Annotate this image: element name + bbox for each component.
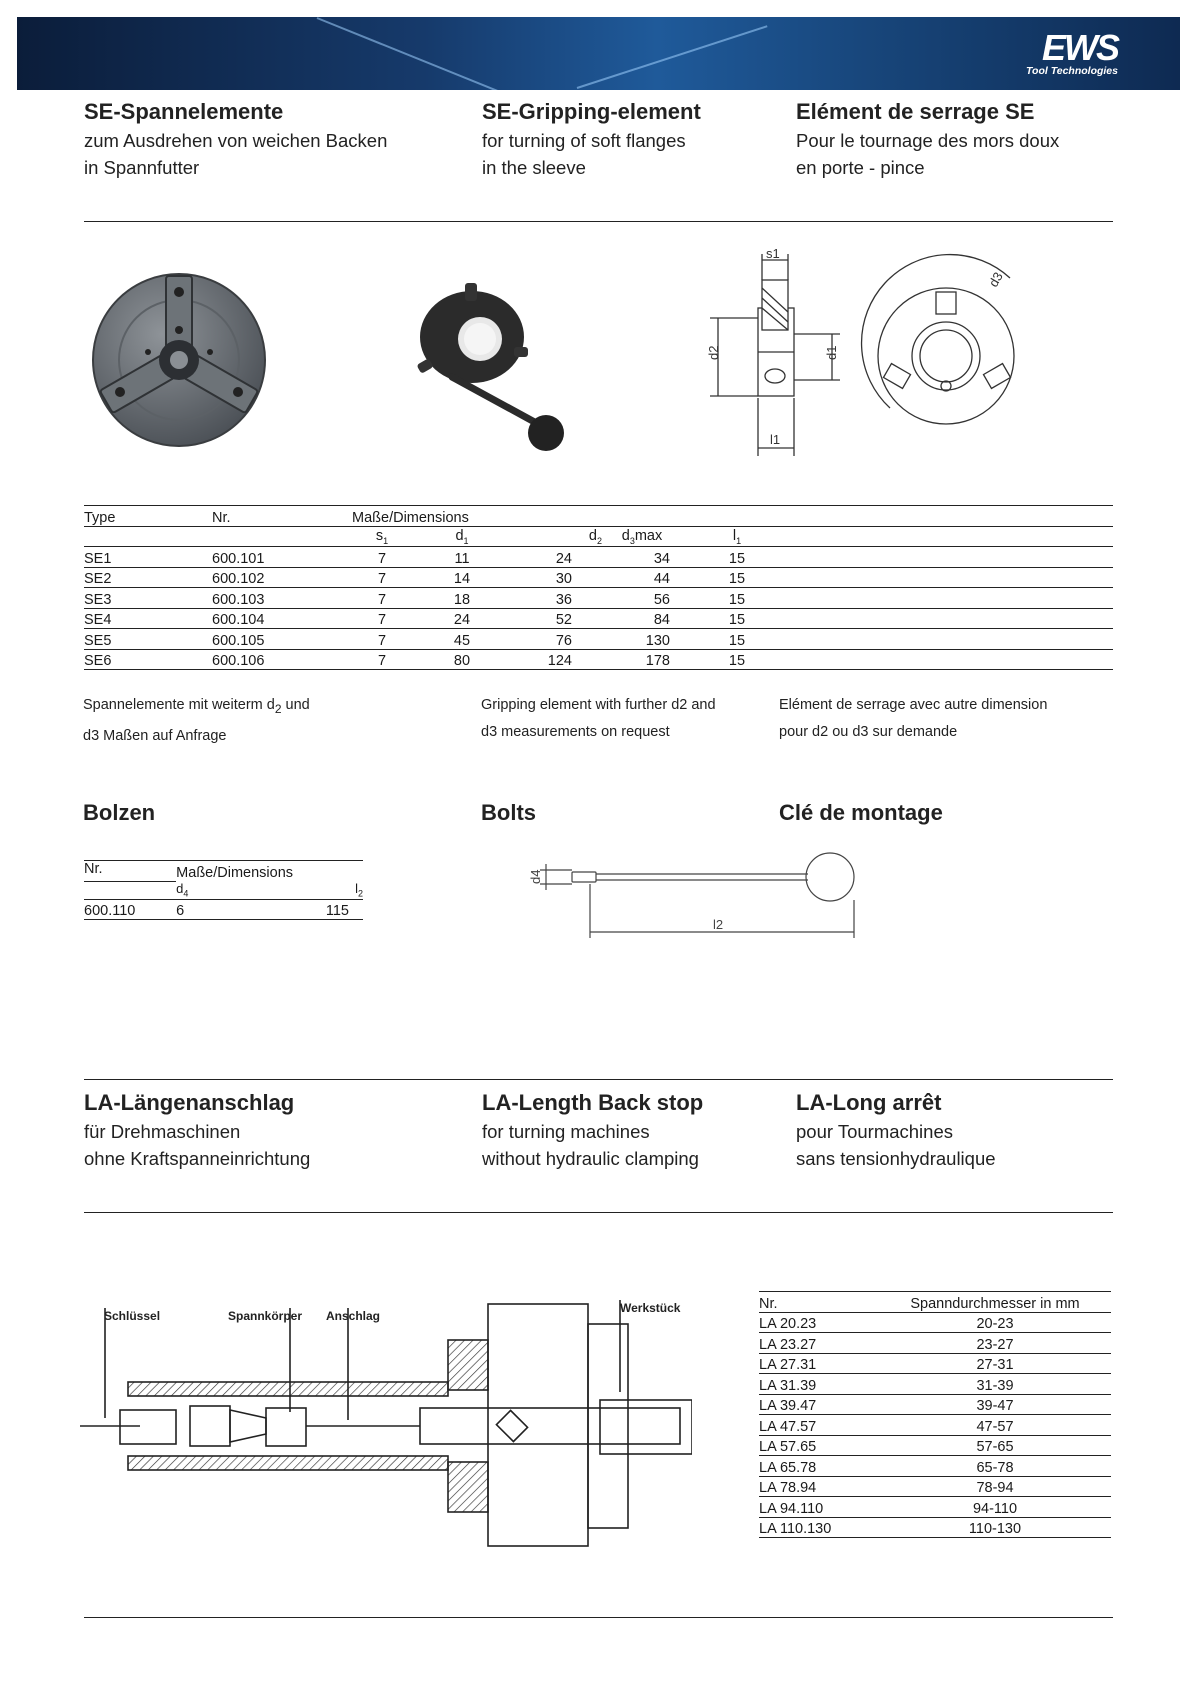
cell-range: 47-57 (879, 1415, 1111, 1436)
cell-s1: 7 (352, 649, 412, 670)
la-de-title: LA-Längenanschlag (84, 1090, 295, 1115)
footer-divider (84, 1617, 1113, 1618)
gripping-element-drawing (700, 248, 1050, 464)
cell-nr: 600.102 (212, 567, 352, 588)
bolts-table (84, 860, 363, 920)
table-row (84, 608, 1113, 629)
table-row (759, 1517, 1111, 1538)
dim-d3-label: d3 (985, 269, 1006, 290)
se-fr-line1: Pour le tournage des mors doux (796, 130, 1060, 151)
cell-d2: 76 (512, 629, 602, 650)
cell-d4: 6 (176, 899, 259, 920)
divider (84, 221, 1113, 222)
logo-tagline: Tool Technologies (1026, 65, 1118, 77)
table-row (759, 1456, 1111, 1477)
cell-type: SE4 (84, 608, 212, 629)
cell-s1: 7 (352, 608, 412, 629)
se-note-fr: Elément de serrage avec autre dimension pour d2 ou d3 sur demande (779, 697, 1048, 740)
banner-streak (577, 25, 768, 89)
cell-s1: 7 (352, 629, 412, 650)
cell-d3: 34 (602, 547, 682, 568)
header-banner (17, 17, 1180, 90)
header-type: Type (84, 506, 212, 527)
cell-d2: 36 (512, 588, 602, 609)
se-en-title: SE-Gripping-element (482, 99, 701, 124)
table-row (84, 649, 1113, 670)
divider (84, 1212, 1113, 1213)
cell-d2: 24 (512, 547, 602, 568)
cell-d2: 52 (512, 608, 602, 629)
se-note-de: Spannelemente mit weiterm $d_2$ und d3 Maßen auf Anfrage (83, 697, 310, 744)
la-fr-title: LA-Long arrêt (796, 1090, 942, 1115)
table-row (84, 567, 1113, 588)
header-d3max: $d_3\max$ (602, 526, 682, 547)
se-de-line2: in Spannfutter (84, 157, 200, 178)
cell-nr: LA 39.47 (759, 1394, 879, 1415)
label-werkstueck: Werkstück (620, 1301, 681, 1315)
cell-d1: 18 (412, 588, 512, 609)
cell-l1: 15 (682, 629, 792, 650)
cell-d3: 56 (602, 588, 682, 609)
se-en-block (482, 99, 701, 181)
cell-nr: 600.103 (212, 588, 352, 609)
table-header-row (759, 1292, 1111, 1313)
cell-d2: 30 (512, 567, 602, 588)
cell-nr: 600.105 (212, 629, 352, 650)
label-schluessel: Schlüssel (104, 1309, 161, 1323)
cell-nr: LA 78.94 (759, 1476, 879, 1497)
se-de-block (84, 99, 387, 181)
dim-l1-label: l1 (770, 432, 781, 447)
table-row (84, 629, 1113, 650)
la-de-line2: ohne Kraftspanneinrichtung (84, 1148, 311, 1169)
cell-l1: 15 (682, 588, 792, 609)
la-en-title: LA-Length Back stop (482, 1090, 704, 1115)
cell-range: 39-47 (879, 1394, 1111, 1415)
cell-d1: 11 (412, 547, 512, 568)
cell-nr: LA 110.130 (759, 1517, 879, 1538)
cell-nr: LA 65.78 (759, 1456, 879, 1477)
cell-nr: LA 94.110 (759, 1497, 879, 1518)
table-subheader-row (84, 881, 363, 899)
bolt-drawing (520, 848, 855, 948)
cell-type: SE5 (84, 629, 212, 650)
header-l2: $l_2$ (259, 881, 363, 899)
table-row (759, 1394, 1111, 1415)
cell-range: 57-65 (879, 1435, 1111, 1456)
cell-d3: 130 (602, 629, 682, 650)
header-dims: Maße/Dimensions (176, 861, 363, 882)
cell-nr: 600.106 (212, 649, 352, 670)
dim-d2-label: d2 (706, 345, 721, 360)
cell-type: SE6 (84, 649, 212, 670)
cell-range: 78-94 (879, 1476, 1111, 1497)
table-row (759, 1476, 1111, 1497)
cell-nr: 600.101 (212, 547, 352, 568)
header-dims: Maße/Dimensions (352, 506, 1113, 527)
se-de-line1: zum Ausdrehen von weichen Backen (84, 130, 388, 151)
table-row (759, 1312, 1111, 1333)
se-note-en: Gripping element with further d2 and d3 measurements on request (481, 697, 716, 740)
se-fr-block (796, 99, 1059, 181)
banner-streak (317, 17, 559, 90)
la-de-block (84, 1090, 310, 1172)
cell-s1: 7 (352, 547, 412, 568)
la-de-line1: für Drehmaschinen (84, 1121, 241, 1142)
label-spannkoerper: Spannkörper (228, 1309, 303, 1323)
table-row (759, 1333, 1111, 1354)
cell-range: 65-78 (879, 1456, 1111, 1477)
se-fr-title: Elément de serrage SE (796, 99, 1035, 124)
cell-nr: LA 20.23 (759, 1312, 879, 1333)
cell-d1: 24 (412, 608, 512, 629)
la-fr-line2: sans tensionhydraulique (796, 1148, 996, 1169)
label-anschlag: Anschlag (326, 1309, 381, 1323)
cell-s1: 7 (352, 567, 412, 588)
dim-d1-label: d1 (824, 345, 839, 360)
cell-d3: 84 (602, 608, 682, 629)
cell-l1: 15 (682, 547, 792, 568)
table-row (759, 1415, 1111, 1436)
table-row (84, 899, 363, 920)
gripping-element-photo (410, 277, 570, 457)
cell-range: 31-39 (879, 1374, 1111, 1395)
cell-d1: 45 (412, 629, 512, 650)
se-de-title: SE-Spannelemente (84, 99, 284, 124)
cell-type: SE2 (84, 567, 212, 588)
cell-nr: 600.110 (84, 899, 176, 920)
table-row (84, 588, 1113, 609)
header-nr: Nr. (759, 1292, 879, 1313)
cell-range: 23-27 (879, 1333, 1111, 1354)
table-subheader-row (84, 526, 1113, 547)
cell-l1: 15 (682, 608, 792, 629)
cell-type: SE3 (84, 588, 212, 609)
table-row (759, 1435, 1111, 1456)
bolts-en-title: Bolts (481, 800, 536, 825)
header-d4: $d_4$ (176, 881, 259, 899)
table-header-row (84, 506, 1113, 527)
header-d1: $d_1$ (412, 526, 512, 547)
cell-s1: 7 (352, 588, 412, 609)
cell-nr: LA 31.39 (759, 1374, 879, 1395)
la-table (759, 1291, 1111, 1538)
cell-range: 20-23 (879, 1312, 1111, 1333)
cell-nr: 600.104 (212, 608, 352, 629)
header-s1: $s_1$ (352, 526, 412, 547)
dim-l2-label: l2 (713, 917, 724, 932)
bolts-fr-title: Clé de montage (779, 800, 943, 825)
cell-d1: 80 (412, 649, 512, 670)
cell-d2: 124 (512, 649, 602, 670)
la-fr-line1: pour Tourmachines (796, 1121, 953, 1142)
brand-logo (1026, 27, 1118, 77)
bolts-de-title: Bolzen (83, 800, 156, 825)
cell-nr: LA 23.27 (759, 1333, 879, 1354)
se-en-line1: for turning of soft flanges (482, 130, 686, 151)
cell-nr: LA 27.31 (759, 1353, 879, 1374)
cell-type: SE1 (84, 547, 212, 568)
length-backstop-drawing (80, 1300, 692, 1552)
dim-s1-label: s1 (766, 248, 780, 261)
cell-l1: 15 (682, 649, 792, 670)
la-en-block (482, 1090, 703, 1172)
se-en-line2: in the sleeve (482, 157, 586, 178)
cell-d1: 14 (412, 567, 512, 588)
cell-nr: LA 47.57 (759, 1415, 879, 1436)
la-en-line1: for turning machines (482, 1121, 650, 1142)
cell-l1: 15 (682, 567, 792, 588)
table-header-row (84, 861, 363, 882)
cell-range: 94-110 (879, 1497, 1111, 1518)
header-l1: $l_1$ (682, 526, 792, 547)
la-fr-block (796, 1090, 996, 1172)
table-row (759, 1353, 1111, 1374)
header-d2: $d_2$ (512, 526, 602, 547)
la-en-line2: without hydraulic clamping (482, 1148, 699, 1169)
logo-mark: EWS (1041, 27, 1118, 68)
divider (84, 1079, 1113, 1080)
table-row (759, 1497, 1111, 1518)
table-row (759, 1374, 1111, 1395)
header-nr: Nr. (212, 506, 352, 527)
header-range: Spanndurchmesser in mm (879, 1292, 1111, 1313)
cell-d3: 44 (602, 567, 682, 588)
cell-range: 27-31 (879, 1353, 1111, 1374)
dim-d4-label: d4 (528, 869, 543, 884)
cell-l2: 115 (259, 899, 363, 920)
se-table (84, 505, 1113, 670)
header-nr: Nr. (84, 861, 176, 882)
chuck-photo (88, 268, 270, 460)
se-fr-line2: en porte - pince (796, 157, 925, 178)
cell-nr: LA 57.65 (759, 1435, 879, 1456)
cell-range: 110-130 (879, 1517, 1111, 1538)
table-row (84, 547, 1113, 568)
cell-d3: 178 (602, 649, 682, 670)
